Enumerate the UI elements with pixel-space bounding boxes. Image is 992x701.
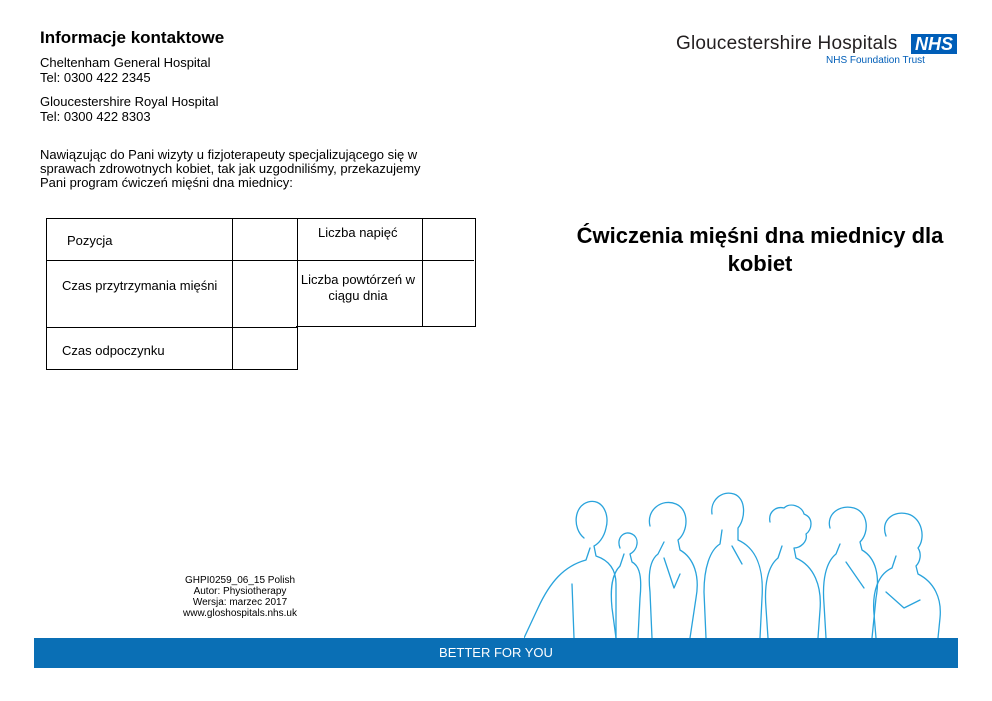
document-author: Autor: Physiotherapy (193, 586, 287, 597)
contact-heading: Informacje kontaktowe (40, 28, 225, 47)
trust-logo-subtitle: NHS Foundation Trust (826, 55, 925, 66)
intro-paragraph: Nawiązując do Pani wizyty u fizjoterapeuty specjalizującego się w sprawach zdrowotnych kobiet, tak jak uzgodniliśmy, przekazujemy Pani program ćwiczeń mięśni dna miednicy: (40, 147, 421, 190)
table-divider (47, 327, 297, 328)
hospital-phone: Tel: 0300 422 2345 (40, 70, 151, 85)
row-label-position: Pozycja (67, 233, 113, 248)
document-code: GHPI0259_06_15 Polish (184, 575, 296, 586)
exercise-table-left (46, 218, 298, 370)
table-divider (296, 260, 474, 261)
footer-banner (34, 638, 958, 668)
document-version: Wersja: marzec 2017 (192, 597, 288, 608)
table-divider (47, 260, 297, 261)
leaflet-title: Ćwiczenia mięśni dna miednicy dla kobiet (576, 223, 944, 276)
hospital-contact-gloucestershire-royal (40, 94, 218, 124)
hospital-name: Gloucestershire Royal Hospital (40, 94, 219, 109)
exercise-table-right (296, 218, 476, 327)
table-divider (422, 219, 423, 326)
row-label-rest-time: Czas odpoczynku (62, 343, 165, 358)
banner-slogan: BETTER FOR YOU (439, 645, 553, 660)
row-label-contractions: Liczba napięć (318, 225, 398, 240)
hospital-phone: Tel: 0300 422 8303 (40, 109, 151, 124)
people-outline-illustration-icon (524, 488, 958, 640)
website-url: www.gloshospitals.nhs.uk (183, 608, 297, 619)
row-label-hold-time: Czas przytrzymania mięśni (62, 278, 218, 293)
table-divider (232, 219, 233, 369)
trust-logo-name: Gloucestershire Hospitals (676, 33, 898, 54)
document-info (150, 575, 330, 619)
row-label-repetitions-per-day: Liczba powtórzeń w ciągu dnia (300, 272, 416, 303)
nhs-logo-badge: NHS (911, 34, 957, 54)
hospital-name: Cheltenham General Hospital (40, 55, 211, 70)
hospital-contact-cheltenham (40, 55, 211, 85)
